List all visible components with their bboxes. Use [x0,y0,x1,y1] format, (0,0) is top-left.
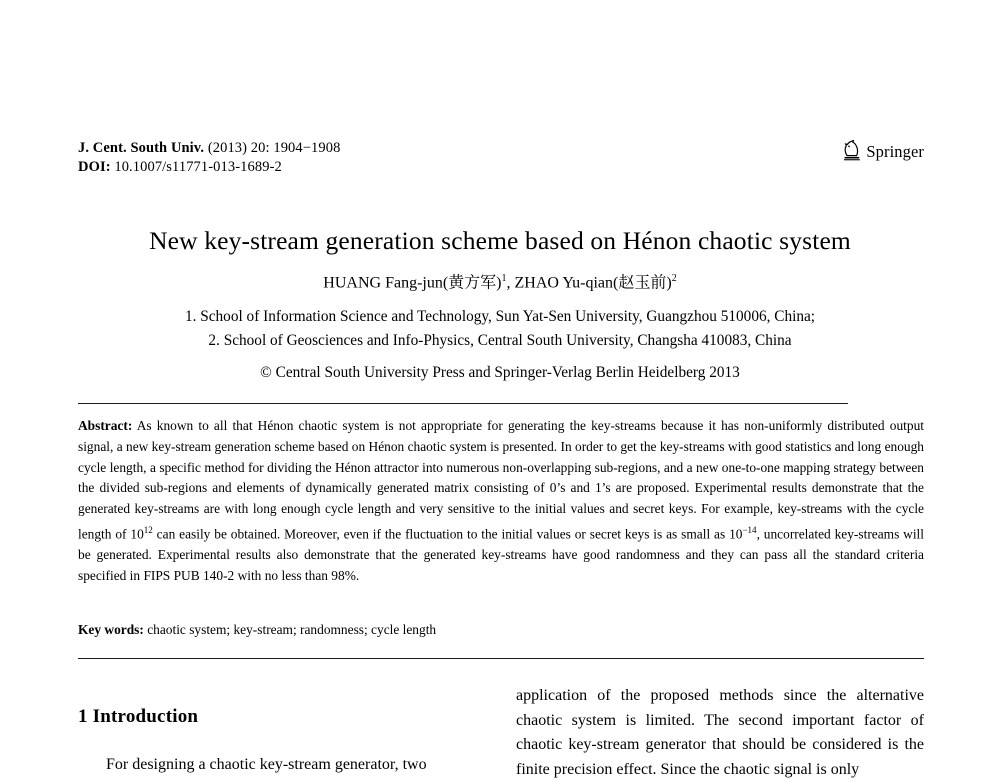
abstract-exponent-2: −14 [742,524,757,535]
intro-paragraph-left: For designing a chaotic key-stream generator, two [106,756,427,773]
affiliation-2: 2. School of Geosciences and Info-Physics, Central South University, Changsha 410083, China [208,332,792,349]
abstract-text-part-3: , uncorrelated key-streams will be generated. Experimental results also demonstrate that the generated key-streams have good randomness and they can pass all the standard criteria specified in FIPS PUB 140-2 with no less than 98%. [78,526,925,584]
keywords-label: Key words: [78,622,144,637]
abstract-text-part-2: can easily be obtained. Moreover, even if the fluctuation to the initial values or secret keys is as small as 10 [152,526,743,542]
doi-value: 10.1007/s11771-013-1689-2 [110,159,282,175]
journal-name: J. Cent. South Univ. [78,140,205,156]
author-1: HUANG Fang-jun(黄方军) [323,274,502,292]
abstract-exponent-1: 12 [143,524,153,535]
body-column-right [516,684,924,782]
journal-citation-line [78,139,678,158]
body-column-left [78,684,486,778]
keywords-block [78,620,924,640]
section-heading-introduction: 1 Introduction [78,706,199,727]
author-1-affiliation-marker: 1 [501,273,507,284]
affiliation-1: 1. School of Information Science and Technology, Sun Yat-Sen University, Guangzhou 510006, China; [184,308,816,325]
author-2: , ZHAO Yu-qian(赵玉前) [506,274,672,292]
abstract-label: Abstract: [78,418,133,433]
running-head [78,139,678,177]
affiliation-list [0,305,1000,353]
author-list [0,268,1000,294]
springer-wordmark: Springer [866,142,924,161]
abstract-text-part-1: As known to all that Hénon chaotic system is not appropriate for generating the key-streams because it has non-uniformly distributed output signal, a new key-stream generation scheme based on Hénon chaotic system is presented. In order to get the key-streams with good statistics and long enough cycle length, a specific method for dividing the Hénon attractor into numerous non-overlapping sub-regions, and a new one-to-one mapping strategy between the divided sub-regions and elements of dynamically generated matrix consisting of 0’s and 1’s are proposed. Experimental results demonstrate that the generated key-streams are with long enough cycle length and very sensitive to the initial values and secret keys. For example, key-streams with the cycle length of 10 [78,418,924,542]
divider-above-abstract [78,403,848,404]
doi-line [78,158,678,177]
intro-paragraph-right: application of the proposed methods since the alternative chaotic system is limited. The second important factor of chaotic key-stream generator that should be considered is the finite precision effect. Since the chaotic signal is only [516,687,924,778]
journal-citation-details: (2013) 20: 1904−1908 [204,140,341,156]
divider-below-keywords [78,658,924,659]
author-2-affiliation-marker: 2 [671,273,677,284]
doi-label: DOI: [78,159,111,175]
keywords-value: chaotic system; key-stream; randomness; cycle length [143,622,437,637]
copyright-line: © Central South University Press and Springer-Verlag Berlin Heidelberg 2013 [260,364,740,381]
springer-knight-logo-icon [842,140,862,162]
abstract-block [78,416,924,587]
paper-title: New key-stream generation scheme based on Hénon chaotic system [149,226,851,256]
springer-logo [842,140,924,162]
